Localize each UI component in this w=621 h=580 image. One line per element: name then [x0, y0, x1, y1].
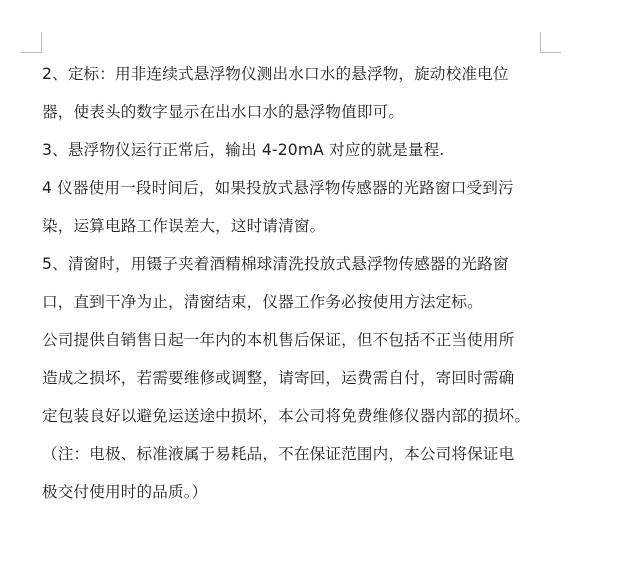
- text-line-6: 5、清窗时，用镊子夹着酒精棉球清洗投放式悬浮物传感器的光路窗: [42, 255, 509, 273]
- text-line-8: 公司提供自销售日起一年内的本机售后保证，但不包括不正当使用所: [42, 331, 515, 349]
- text-line-3: 3、悬浮物仪运行正常后，输出 4-20mA 对应的就是量程.: [42, 141, 445, 159]
- crop-mark-top-left: [21, 32, 42, 53]
- text-line-10: 定包装良好以避免运送途中损坏，本公司将免费维修仪器内部的损坏。: [42, 407, 531, 425]
- text-line-2: 器，使表头的数字显示在出水口水的悬浮物值即可。: [42, 103, 405, 121]
- text-line-9: 造成之损坏，若需要维修或调整，请寄回，运费需自付，寄回时需确: [42, 369, 515, 387]
- crop-mark-top-right: [540, 32, 561, 53]
- text-line-12: 极交付使用时的品质。）: [42, 483, 208, 501]
- text-line-11: （注：电极、标准液属于易耗品，不在保证范围内，本公司将保证电: [42, 445, 515, 463]
- text-line-5: 染，运算电路工作误差大，这时请清窗。: [42, 217, 326, 235]
- text-line-1: 2、定标：用非连续式悬浮物仪测出水口水的悬浮物，旋动校准电位: [42, 65, 509, 83]
- document-body: [42, 58, 587, 514]
- text-line-4: 4 仪器使用一段时间后，如果投放式悬浮物传感器的光路窗口受到污: [42, 179, 514, 197]
- text-line-7: 口，直到干净为止，清窗结束，仪器工作务必按使用方法定标。: [42, 293, 483, 311]
